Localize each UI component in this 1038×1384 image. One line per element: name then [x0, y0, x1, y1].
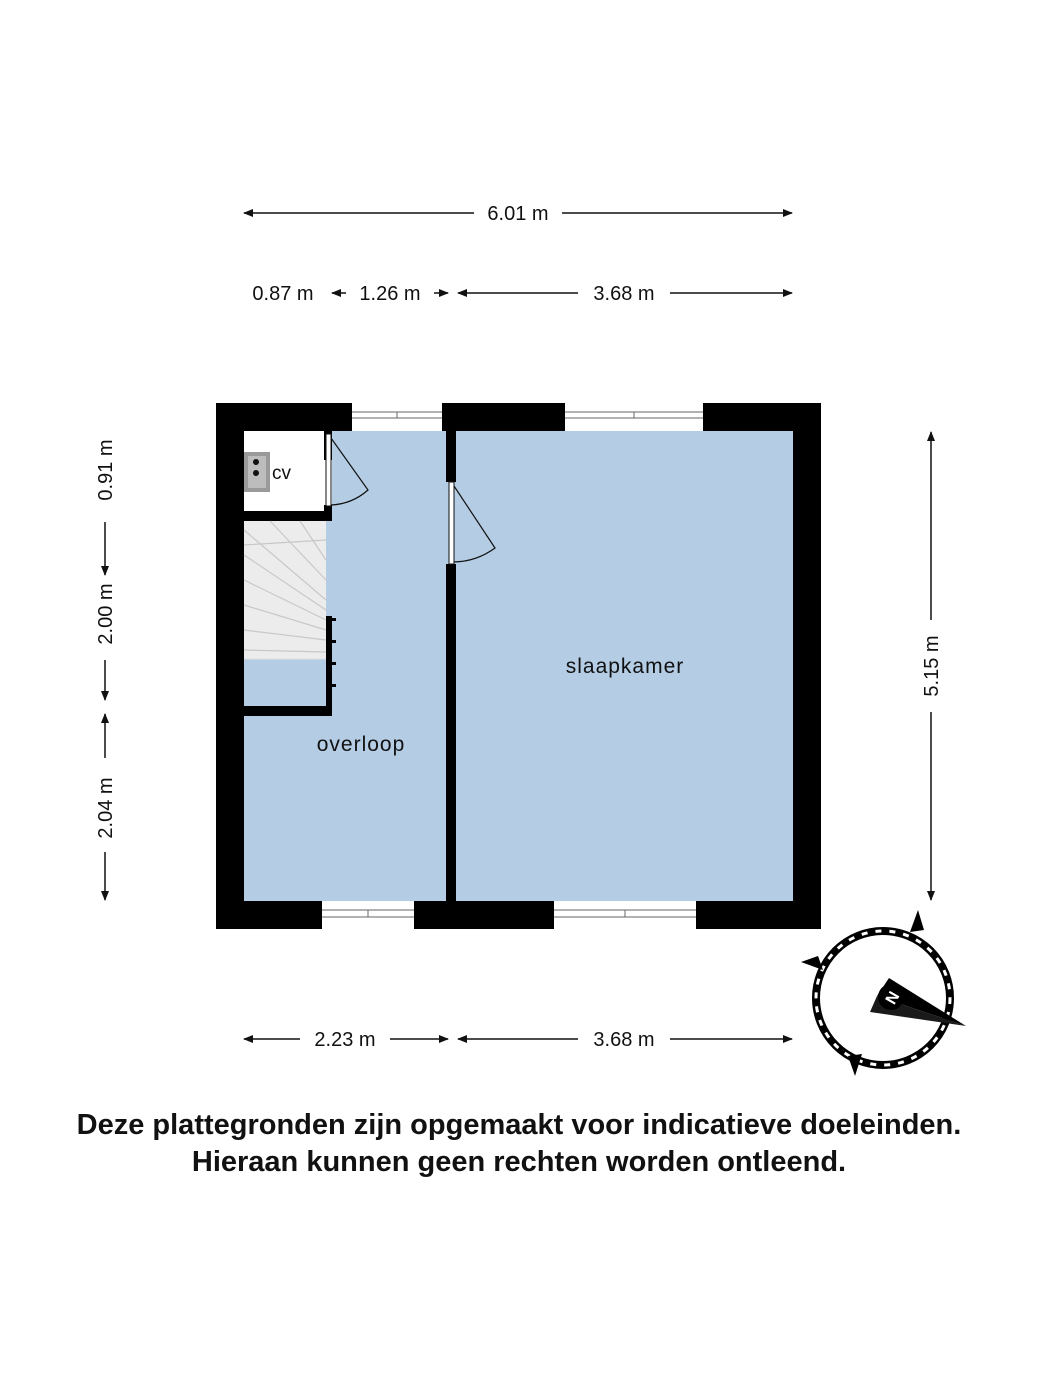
dimension-right-total — [921, 432, 943, 900]
dimension-label: 2.04 m — [95, 777, 117, 839]
dimension-left-segments — [95, 439, 117, 900]
dimension-label: 6.01 m — [487, 203, 549, 225]
cv-boiler-icon — [244, 452, 270, 492]
dimension-label: 5.15 m — [921, 635, 943, 697]
dimension-label: 1.26 m — [359, 283, 421, 305]
partition-wall — [244, 511, 332, 521]
dimension-label: 2.00 m — [95, 583, 117, 645]
dimension-label: 3.68 m — [593, 283, 655, 305]
window — [322, 901, 414, 929]
building — [216, 403, 821, 929]
room-label-slaapkamer: slaapkamer — [565, 655, 685, 678]
dimension-label: 0.91 m — [95, 439, 117, 501]
window — [565, 403, 703, 431]
cv-label: cv — [272, 463, 291, 484]
partition-wall — [244, 706, 332, 716]
room-label-overloop: overloop — [316, 733, 406, 756]
dimension-bottom-segments — [244, 1029, 792, 1051]
compass-north-label: N — [882, 988, 904, 1008]
dimension-top-total — [244, 203, 792, 225]
dimension-label: 3.68 m — [593, 1029, 655, 1051]
dimension-label: 0.87 m — [252, 283, 314, 305]
disclaimer-line-1: Deze plattegronden zijn opgemaakt voor indicatieve doeleinden. — [76, 1109, 962, 1141]
window — [554, 901, 696, 929]
dimension-top-segments — [252, 283, 792, 305]
window — [352, 403, 442, 431]
dimension-label: 2.23 m — [314, 1029, 376, 1051]
compass-icon — [801, 910, 966, 1076]
stair-handrail — [326, 616, 332, 716]
disclaimer-line-2: Hieraan kunnen geen rechten worden ontleend. — [191, 1146, 847, 1178]
